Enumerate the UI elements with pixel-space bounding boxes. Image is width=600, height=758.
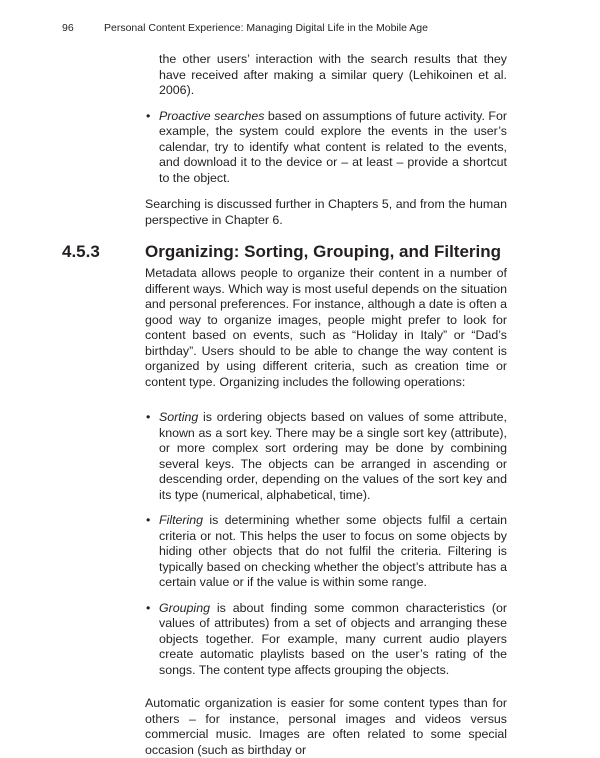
section-number: 4.5.3: [62, 242, 100, 261]
list-item-filtering: [145, 513, 507, 591]
sorting-text: is ordering objects based on values of some attribute, known as a sort key. There may be a single sort key (attribute), or more complex sort ordering may be done by combining several keys. The objects can be arranged in ascending or descending order, depending on the values of the sort key and its type (numerical, alphabetical, time).: [159, 410, 507, 502]
closing-paragraph: Automatic organization is easier for some content types than for others – for instance, personal images and videos versus commercial music. Images are often related to some special occasion (such as birthday or: [145, 696, 507, 757]
list-item-sorting: [145, 410, 507, 503]
term-filtering: Filtering: [159, 513, 204, 527]
list-item-grouping: [145, 601, 507, 679]
searching-paragraph: Searching is discussed further in Chapters 5, and from the human perspective in Chapter 6.: [145, 197, 507, 227]
body-text: [62, 52, 507, 758]
term-grouping: Grouping: [159, 600, 210, 615]
running-title: Personal Content Experience: Managing Digital Life in the Mobile Age: [104, 22, 428, 34]
continuation-paragraph: the other users’ interaction with the search results that they have received after making a similar query (Lehikoinen et al. 2006).: [159, 52, 507, 97]
list-item-proactive-searches: [145, 109, 507, 187]
term-sorting: Sorting: [159, 410, 199, 424]
page-number: 96: [62, 22, 74, 34]
term-proactive-searches: Proactive searches: [159, 108, 265, 123]
running-header: [62, 22, 542, 34]
grouping-text: is about finding some common characteristics (or values of attributes) from a set of objects and arranging these objects together. For example, many current audio players create automatic playlists based on the user’s rating of the songs. The content type affects grouping the objects.: [159, 600, 507, 677]
section-heading: [62, 241, 507, 262]
filtering-text: is determining whether some objects fulfil a certain criteria or not. This helps the user to focus on some objects by hiding other objects that do not fulfil the criteria. Filtering is typically based on checking whether the object’s attribute has a certain value or if the value is within some range.: [159, 513, 507, 589]
intro-paragraph: Metadata allows people to organize their content in a number of different ways. Which way is most useful depends on the situation and personal preferences. For instance, although a date is often a good way to organize images, people might prefer to look for content based on events, such as “Holiday in Italy” or “Dad’s birthday”. Users should to be able to change the way content is organized by using different criteria, such as creation time or content type. Organizing includes the following operations:: [145, 266, 507, 389]
operations-list: [145, 410, 507, 678]
section-title: Organizing: Sorting, Grouping, and Filtering: [145, 242, 502, 261]
proactive-searches-text: based on assumptions of future activity. For example, the system could explore the events in the user’s calendar, try to identify what content is related to the events, and download it to the device or – at least – provide a shortcut to the object.: [159, 108, 507, 185]
search-types-list: [145, 109, 507, 187]
